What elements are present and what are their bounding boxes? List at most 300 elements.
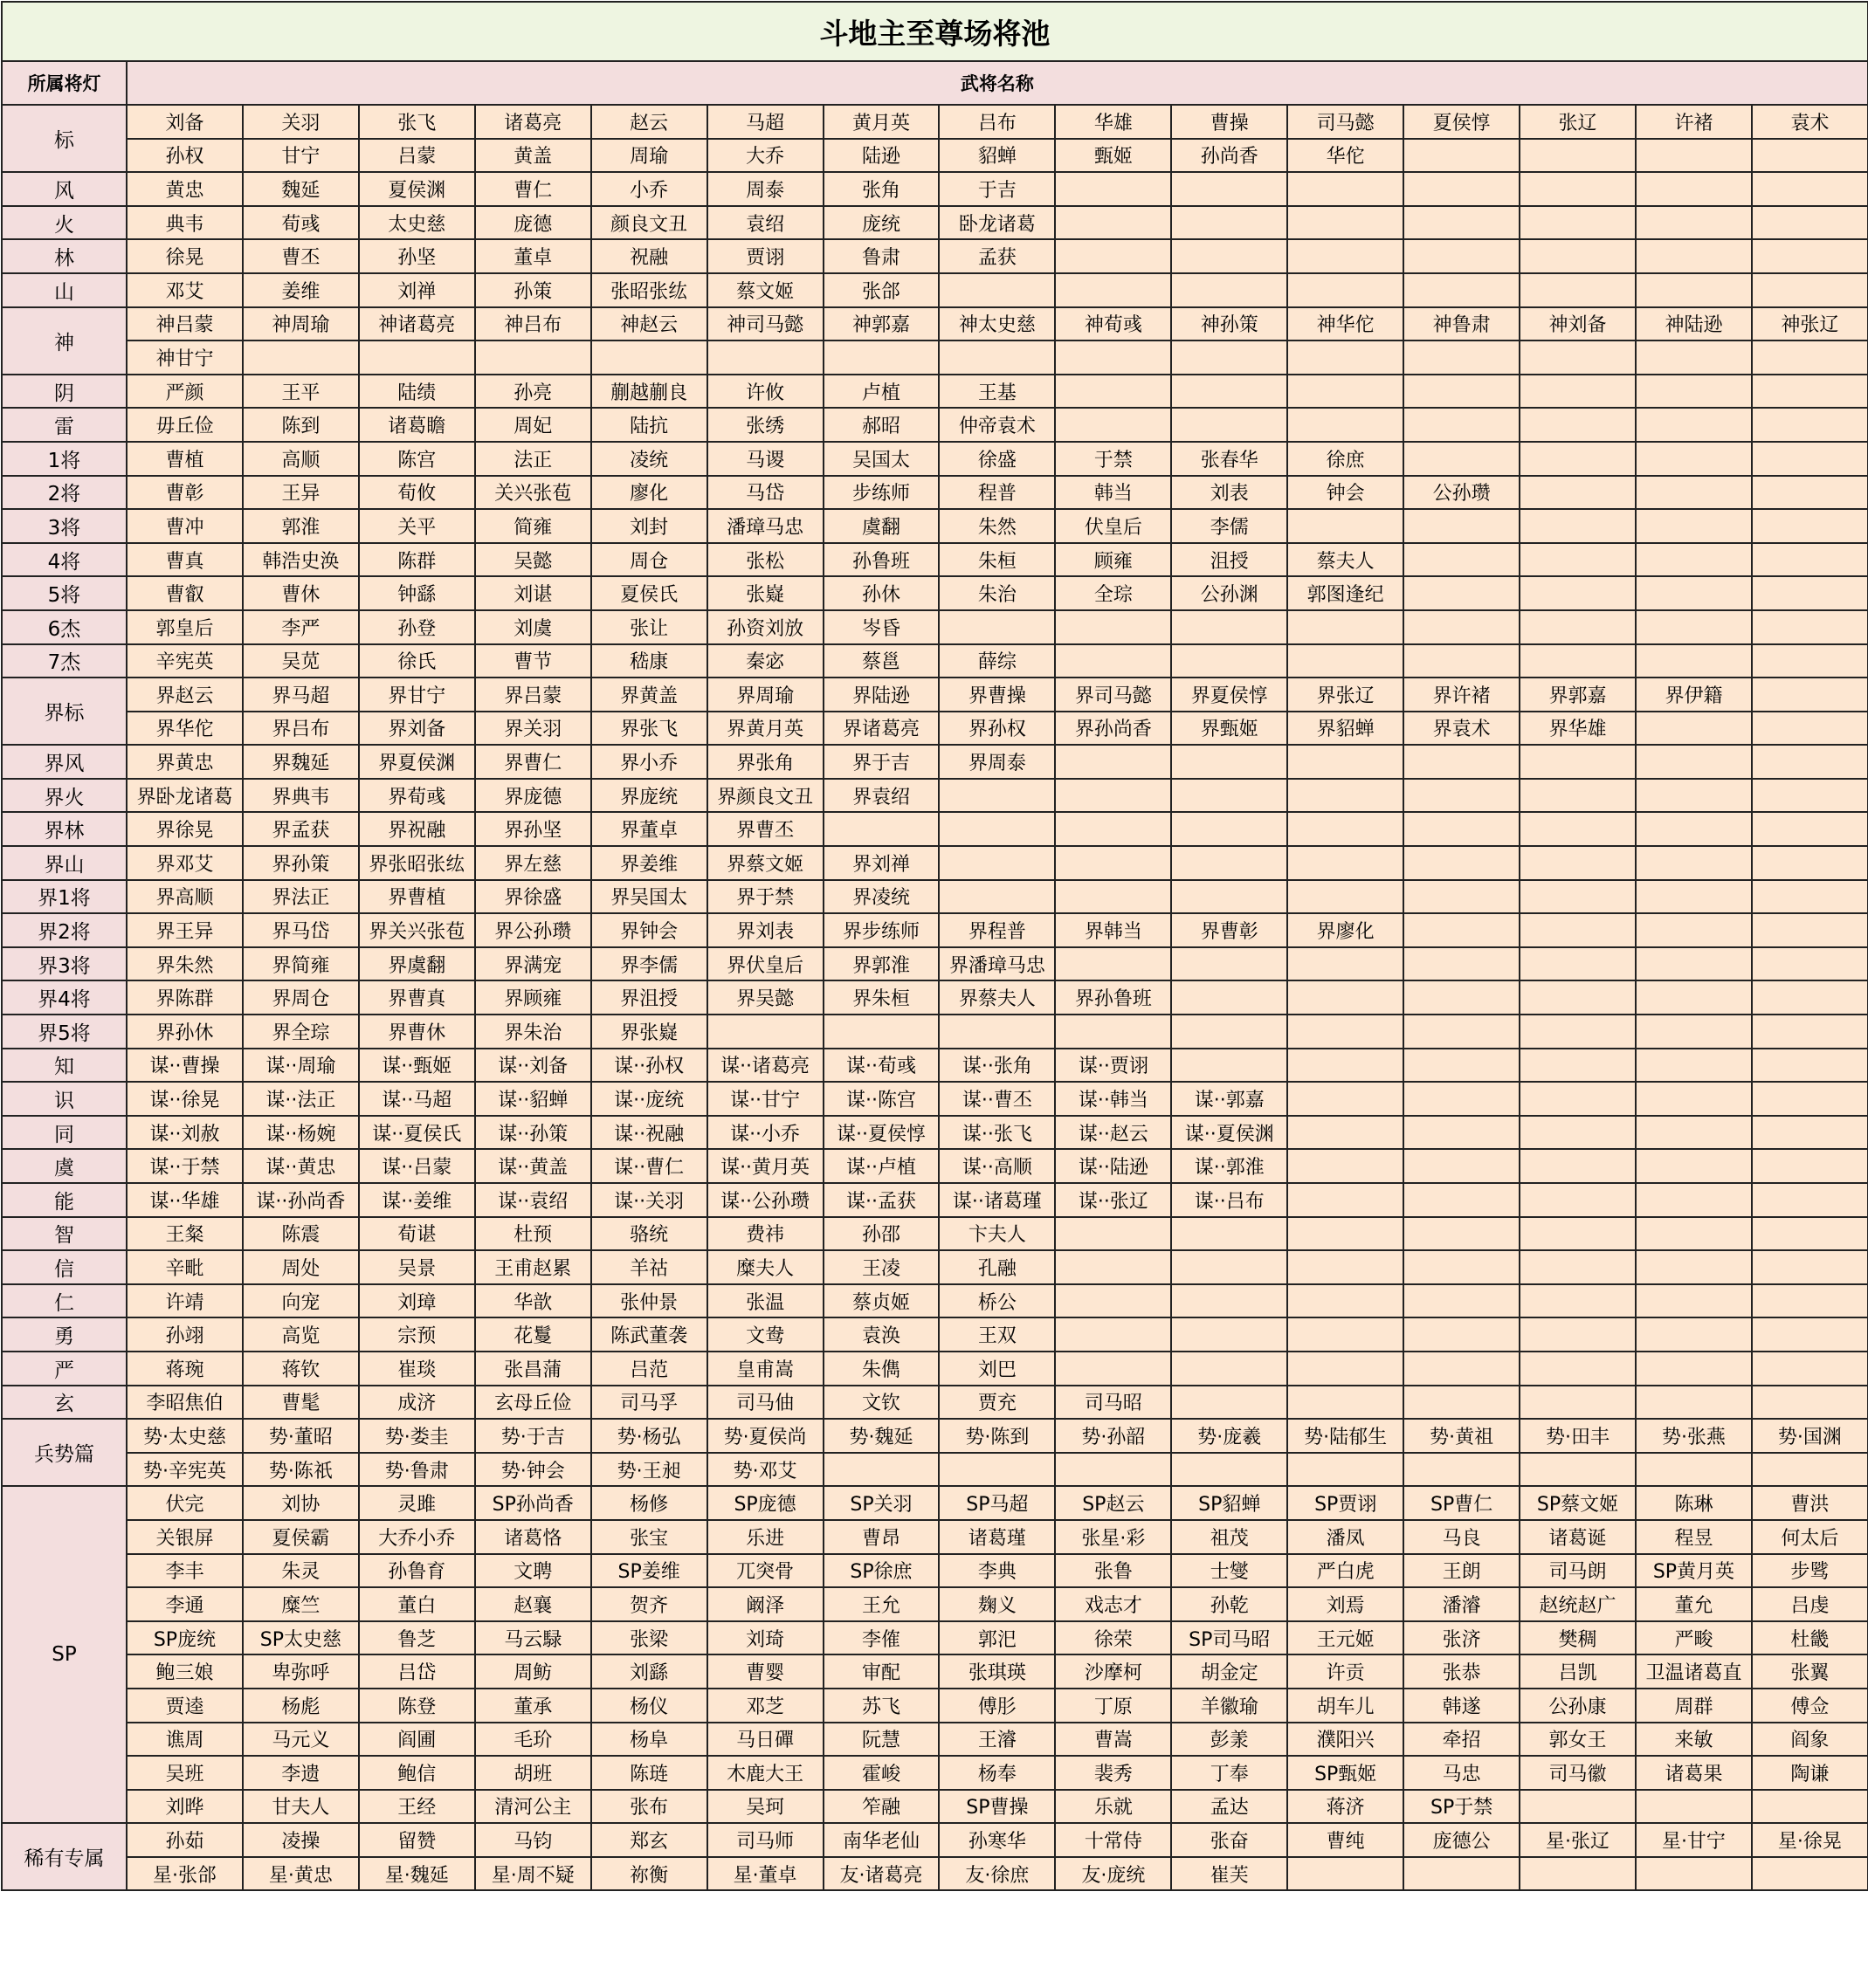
hero-cell: [1171, 408, 1287, 442]
hero-cell: 周处: [243, 1250, 359, 1284]
hero-cell: [1171, 846, 1287, 880]
hero-cell: 阎圃: [359, 1723, 475, 1757]
hero-cell: 祖茂: [1171, 1520, 1287, 1554]
lamp-cell: 3将: [2, 509, 127, 543]
hero-cell: [1520, 576, 1636, 610]
hero-cell: [1055, 745, 1171, 779]
hero-cell: 许靖: [127, 1284, 243, 1318]
table-row: [2, 913, 1868, 947]
hero-cell: 刘巴: [939, 1352, 1055, 1386]
hero-cell: 界甘宁: [359, 678, 475, 712]
hero-cell: 刘备: [127, 105, 243, 139]
hero-cell: [939, 1015, 1055, 1049]
hero-cell: 荀彧: [243, 206, 359, 240]
hero-cell: 界张嶷: [591, 1015, 707, 1049]
hero-cell: 卑弥呼: [243, 1654, 359, 1689]
hero-cell: [1636, 644, 1752, 678]
hero-cell: [1171, 239, 1287, 273]
hero-cell: [1055, 947, 1171, 981]
hero-cell: [1171, 1217, 1287, 1251]
hero-cell: 司马朗: [1520, 1554, 1636, 1588]
hero-cell: [1403, 1116, 1520, 1150]
hero-cell: [1403, 1250, 1520, 1284]
hero-cell: 界甄姬: [1171, 712, 1287, 746]
hero-cell: [1055, 846, 1171, 880]
hero-cell: [1520, 610, 1636, 644]
hero-cell: [1055, 610, 1171, 644]
hero-cell: 谋··曹丕: [939, 1082, 1055, 1116]
hero-cell: 胡班: [475, 1756, 591, 1790]
hero-cell: 曹休: [243, 576, 359, 610]
hero-cell: [824, 1453, 940, 1487]
hero-cell: 王异: [243, 476, 359, 510]
hero-cell: [1055, 779, 1171, 813]
lamp-cell: 界5将: [2, 1015, 127, 1049]
hero-cell: 谋··刘备: [475, 1049, 591, 1083]
hero-cell: [1171, 947, 1287, 981]
hero-cell: 界伊籍: [1636, 678, 1752, 712]
hero-cell: 诸葛果: [1636, 1756, 1752, 1790]
hero-cell: 孟获: [939, 239, 1055, 273]
hero-cell: 界伏皇后: [707, 947, 824, 981]
hero-cell: 周群: [1636, 1689, 1752, 1723]
hero-cell: 步练师: [824, 476, 940, 510]
hero-cell: 司马昭: [1055, 1386, 1171, 1420]
hero-cell: [1403, 880, 1520, 914]
hero-cell: [1055, 1317, 1171, 1352]
hero-cell: 界孙坚: [475, 812, 591, 846]
hero-cell: 界曹操: [939, 678, 1055, 712]
hero-cell: 李通: [127, 1587, 243, 1621]
hero-cell: 祝融: [591, 239, 707, 273]
hero-cell: [1752, 509, 1868, 543]
hero-cell: [1403, 947, 1520, 981]
hero-pool-table: [1, 1, 1868, 1891]
hero-cell: 庞德: [475, 206, 591, 240]
hero-cell: 诸葛瑾: [939, 1520, 1055, 1554]
hero-cell: 星·董卓: [707, 1857, 824, 1891]
table-row: [2, 476, 1868, 510]
hero-cell: [1752, 712, 1868, 746]
hero-cell: [1171, 341, 1287, 375]
hero-cell: 界貂蝉: [1287, 712, 1403, 746]
hero-cell: 审配: [824, 1654, 940, 1689]
table-row: [2, 408, 1868, 442]
hero-cell: 张昌蒲: [475, 1352, 591, 1386]
hero-cell: 孙亮: [475, 375, 591, 409]
hero-cell: 韩当: [1055, 476, 1171, 510]
hero-cell: 赵统赵广: [1520, 1587, 1636, 1621]
hero-cell: 马日磾: [707, 1723, 824, 1757]
lamp-cell: 兵势篇: [2, 1419, 127, 1486]
hero-cell: [939, 610, 1055, 644]
hero-cell: [1287, 1284, 1403, 1318]
hero-cell: 朱儁: [824, 1352, 940, 1386]
hero-cell: 谋··夏侯惇: [824, 1116, 940, 1150]
names-column-header: 武将名称: [127, 61, 1868, 105]
hero-cell: 谋··吕布: [1171, 1183, 1287, 1217]
hero-cell: 友·诸葛亮: [824, 1857, 940, 1891]
hero-cell: [1171, 1317, 1287, 1352]
hero-cell: [1287, 1352, 1403, 1386]
hero-cell: 成济: [359, 1386, 475, 1420]
hero-cell: [1752, 1386, 1868, 1420]
hero-cell: [1403, 610, 1520, 644]
hero-cell: [1287, 947, 1403, 981]
hero-cell: 刘繇: [591, 1654, 707, 1689]
hero-cell: 姜维: [243, 273, 359, 307]
hero-cell: 势·钟会: [475, 1453, 591, 1487]
table-row: [2, 1756, 1868, 1790]
lamp-cell: 界山: [2, 846, 127, 880]
hero-cell: 谋··关羽: [591, 1183, 707, 1217]
hero-cell: 星·魏延: [359, 1857, 475, 1891]
page-title: 斗地主至尊场将池: [2, 2, 1868, 61]
lamp-cell: 2将: [2, 476, 127, 510]
hero-cell: 清河公主: [475, 1790, 591, 1824]
hero-cell: [1636, 1015, 1752, 1049]
hero-cell: [1520, 1116, 1636, 1150]
hero-cell: 谋··韩当: [1055, 1082, 1171, 1116]
hero-cell: 谋··黄忠: [243, 1149, 359, 1183]
table-row: [2, 543, 1868, 577]
hero-cell: [1636, 576, 1752, 610]
hero-cell: 灵雎: [359, 1486, 475, 1520]
hero-cell: SP姜维: [591, 1554, 707, 1588]
hero-cell: [1403, 543, 1520, 577]
hero-cell: [1752, 543, 1868, 577]
hero-cell: 周妃: [475, 408, 591, 442]
hero-cell: 谋··卢植: [824, 1149, 940, 1183]
hero-cell: 刘封: [591, 509, 707, 543]
hero-cell: 孙乾: [1171, 1587, 1287, 1621]
hero-cell: [1287, 408, 1403, 442]
hero-cell: 荀谌: [359, 1217, 475, 1251]
hero-cell: 士燮: [1171, 1554, 1287, 1588]
hero-cell: [1752, 913, 1868, 947]
hero-cell: 夏侯氏: [591, 576, 707, 610]
hero-cell: 神甘宁: [127, 341, 243, 375]
hero-cell: 界曹真: [359, 980, 475, 1015]
hero-cell: [707, 1015, 824, 1049]
hero-cell: 陈琏: [591, 1756, 707, 1790]
hero-cell: SP曹仁: [1403, 1486, 1520, 1520]
hero-cell: 贾充: [939, 1386, 1055, 1420]
hero-cell: [1636, 745, 1752, 779]
hero-cell: 司马孚: [591, 1386, 707, 1420]
hero-cell: [1520, 1317, 1636, 1352]
hero-cell: 孔融: [939, 1250, 1055, 1284]
hero-cell: 周仓: [591, 543, 707, 577]
hero-cell: 星·黄忠: [243, 1857, 359, 1891]
hero-cell: [1287, 644, 1403, 678]
hero-cell: [1055, 1015, 1171, 1049]
hero-cell: 界张辽: [1287, 678, 1403, 712]
hero-cell: [1287, 1317, 1403, 1352]
hero-cell: [939, 846, 1055, 880]
hero-cell: 马云騄: [475, 1621, 591, 1655]
hero-cell: SP太史慈: [243, 1621, 359, 1655]
hero-cell: [1171, 172, 1287, 206]
hero-cell: 谋··张角: [939, 1049, 1055, 1083]
hero-cell: 马谡: [707, 442, 824, 476]
table-row: [2, 1317, 1868, 1352]
hero-cell: 曹嵩: [1055, 1723, 1171, 1757]
hero-cell: [1055, 1453, 1171, 1487]
lamp-cell: 4将: [2, 543, 127, 577]
table-row: [2, 341, 1868, 375]
hero-cell: 廖化: [591, 476, 707, 510]
hero-cell: 胡车儿: [1287, 1689, 1403, 1723]
hero-cell: 界马岱: [243, 913, 359, 947]
hero-cell: [1287, 1857, 1403, 1891]
hero-cell: 界孙休: [127, 1015, 243, 1049]
table-row: [2, 1587, 1868, 1621]
hero-cell: 裴秀: [1055, 1756, 1171, 1790]
hero-cell: [1752, 576, 1868, 610]
hero-cell: 鲍三娘: [127, 1654, 243, 1689]
hero-cell: [1055, 1217, 1171, 1251]
hero-cell: [1171, 1386, 1287, 1420]
hero-cell: 陈登: [359, 1689, 475, 1723]
lamp-cell: 知: [2, 1049, 127, 1083]
hero-cell: SP黄月英: [1636, 1554, 1752, 1588]
hero-cell: 谋··周瑜: [243, 1049, 359, 1083]
hero-cell: 谋··徐晃: [127, 1082, 243, 1116]
table-row: [2, 1015, 1868, 1049]
table-row: [2, 1621, 1868, 1655]
hero-cell: 关银屏: [127, 1520, 243, 1554]
lamp-cell: 识: [2, 1082, 127, 1116]
hero-cell: [1287, 1250, 1403, 1284]
hero-cell: 界赵云: [127, 678, 243, 712]
hero-cell: [1752, 1453, 1868, 1487]
table-row: [2, 1486, 1868, 1520]
hero-cell: 陆逊: [824, 139, 940, 173]
lamp-cell: 标: [2, 105, 127, 172]
hero-cell: [1055, 239, 1171, 273]
hero-cell: [1171, 1015, 1287, 1049]
hero-cell: [1636, 341, 1752, 375]
hero-cell: 谋··夏侯渊: [1171, 1116, 1287, 1150]
hero-cell: [1636, 1217, 1752, 1251]
hero-cell: 华歆: [475, 1284, 591, 1318]
hero-cell: 全琮: [1055, 576, 1171, 610]
hero-cell: 马良: [1403, 1520, 1520, 1554]
hero-cell: 界庞统: [591, 779, 707, 813]
table-row: [2, 1419, 1868, 1453]
hero-cell: 严畯: [1636, 1621, 1752, 1655]
hero-cell: 朱治: [939, 576, 1055, 610]
table-row: [2, 779, 1868, 813]
hero-cell: 陈琳: [1636, 1486, 1752, 1520]
hero-cell: [1055, 206, 1171, 240]
hero-cell: [1636, 1352, 1752, 1386]
hero-cell: 李儒: [1171, 509, 1287, 543]
table-row: [2, 206, 1868, 240]
table-row: [2, 1790, 1868, 1824]
hero-cell: [1752, 644, 1868, 678]
hero-cell: 崔琰: [359, 1352, 475, 1386]
hero-cell: 势·杨弘: [591, 1419, 707, 1453]
hero-cell: 典韦: [127, 206, 243, 240]
hero-cell: 势·陈到: [939, 1419, 1055, 1453]
hero-cell: [1636, 375, 1752, 409]
hero-cell: [1752, 1049, 1868, 1083]
hero-cell: 陆绩: [359, 375, 475, 409]
hero-cell: [1287, 375, 1403, 409]
hero-cell: 蔡贞姬: [824, 1284, 940, 1318]
hero-cell: [1636, 1183, 1752, 1217]
hero-cell: 谋··夏侯氏: [359, 1116, 475, 1150]
hero-cell: 势·庞羲: [1171, 1419, 1287, 1453]
hero-cell: SP庞统: [127, 1621, 243, 1655]
hero-cell: 黄忠: [127, 172, 243, 206]
hero-cell: 神陆逊: [1636, 307, 1752, 341]
hero-cell: 毋丘俭: [127, 408, 243, 442]
hero-cell: 谋··赵云: [1055, 1116, 1171, 1150]
hero-cell: 曹婴: [707, 1654, 824, 1689]
hero-cell: 界韩当: [1055, 913, 1171, 947]
hero-cell: SP于禁: [1403, 1790, 1520, 1824]
hero-cell: [1636, 273, 1752, 307]
hero-cell: [1520, 1015, 1636, 1049]
hero-cell: 谋··诸葛亮: [707, 1049, 824, 1083]
hero-cell: 界刘禅: [824, 846, 940, 880]
hero-cell: 界马超: [243, 678, 359, 712]
hero-cell: 势·董昭: [243, 1419, 359, 1453]
hero-cell: 谋··孟获: [824, 1183, 940, 1217]
hero-cell: [1055, 880, 1171, 914]
hero-cell: 界夏侯惇: [1171, 678, 1287, 712]
hero-cell: SP徐庶: [824, 1554, 940, 1588]
hero-cell: 李昭焦伯: [127, 1386, 243, 1420]
hero-cell: [1171, 745, 1287, 779]
hero-cell: 吴景: [359, 1250, 475, 1284]
hero-cell: [1171, 1453, 1287, 1487]
hero-cell: 苏飞: [824, 1689, 940, 1723]
hero-cell: 谋··黄月英: [707, 1149, 824, 1183]
hero-cell: 谋··孙策: [475, 1116, 591, 1150]
hero-cell: 界沮授: [591, 980, 707, 1015]
hero-cell: 孙尚香: [1171, 139, 1287, 173]
hero-cell: 界左慈: [475, 846, 591, 880]
hero-cell: 步骘: [1752, 1554, 1868, 1588]
hero-cell: 徐氏: [359, 644, 475, 678]
hero-cell: 伏完: [127, 1486, 243, 1520]
hero-cell: 刘禅: [359, 273, 475, 307]
hero-cell: 蒋琬: [127, 1352, 243, 1386]
hero-cell: 陈群: [359, 543, 475, 577]
lamp-cell: 能: [2, 1183, 127, 1217]
hero-cell: 袁涣: [824, 1317, 940, 1352]
hero-cell: 曹叡: [127, 576, 243, 610]
hero-cell: [1752, 341, 1868, 375]
hero-cell: 孙鲁班: [824, 543, 940, 577]
table-row: [2, 1689, 1868, 1723]
hero-cell: [1520, 947, 1636, 981]
hero-cell: 濮阳兴: [1287, 1723, 1403, 1757]
hero-cell: [1752, 1116, 1868, 1150]
hero-cell: 王濬: [939, 1723, 1055, 1757]
hero-cell: [1520, 273, 1636, 307]
hero-cell: [1520, 1183, 1636, 1217]
hero-cell: 辛毗: [127, 1250, 243, 1284]
hero-cell: 陶谦: [1752, 1756, 1868, 1790]
hero-cell: [1752, 239, 1868, 273]
hero-cell: 周鲂: [475, 1654, 591, 1689]
hero-cell: [1752, 442, 1868, 476]
hero-cell: 界袁绍: [824, 779, 940, 813]
hero-cell: 法正: [475, 442, 591, 476]
hero-cell: [939, 273, 1055, 307]
hero-cell: 夏侯惇: [1403, 105, 1520, 139]
hero-cell: 张辽: [1520, 105, 1636, 139]
hero-cell: [1403, 576, 1520, 610]
hero-cell: [1636, 442, 1752, 476]
hero-cell: 界于禁: [707, 880, 824, 914]
hero-cell: 界邓艾: [127, 846, 243, 880]
hero-cell: 郑玄: [591, 1823, 707, 1857]
hero-cell: 界华雄: [1520, 712, 1636, 746]
hero-cell: 谯周: [127, 1723, 243, 1757]
hero-cell: 界于吉: [824, 745, 940, 779]
hero-cell: 曹仁: [475, 172, 591, 206]
lamp-cell: 界火: [2, 779, 127, 813]
hero-cell: 高览: [243, 1317, 359, 1352]
hero-cell: [1055, 273, 1171, 307]
hero-cell: 王凌: [824, 1250, 940, 1284]
hero-cell: 邓芝: [707, 1689, 824, 1723]
hero-cell: 公孙康: [1520, 1689, 1636, 1723]
hero-cell: [1403, 1284, 1520, 1318]
hero-cell: 严白虎: [1287, 1554, 1403, 1588]
hero-cell: 王甫赵累: [475, 1250, 591, 1284]
hero-cell: 陈武董袭: [591, 1317, 707, 1352]
hero-cell: [1752, 476, 1868, 510]
hero-cell: 界简雍: [243, 947, 359, 981]
hero-cell: [1520, 913, 1636, 947]
hero-cell: 界陈群: [127, 980, 243, 1015]
hero-cell: [1752, 980, 1868, 1015]
hero-cell: 诸葛诞: [1520, 1520, 1636, 1554]
hero-cell: [1287, 341, 1403, 375]
hero-cell: 势·陆郁生: [1287, 1419, 1403, 1453]
hero-cell: 谋··甄姬: [359, 1049, 475, 1083]
hero-cell: 张布: [591, 1790, 707, 1824]
hero-cell: [1287, 1049, 1403, 1083]
hero-cell: 张角: [824, 172, 940, 206]
hero-cell: 曹植: [127, 442, 243, 476]
hero-cell: [1520, 1857, 1636, 1891]
hero-cell: SP孙尚香: [475, 1486, 591, 1520]
hero-cell: 赵襄: [475, 1587, 591, 1621]
hero-cell: 阚泽: [707, 1587, 824, 1621]
hero-cell: 高顺: [243, 442, 359, 476]
hero-cell: 魏延: [243, 172, 359, 206]
hero-cell: [1752, 610, 1868, 644]
hero-cell: [1055, 1352, 1171, 1386]
hero-cell: 谋··高顺: [939, 1149, 1055, 1183]
hero-cell: 张星·彩: [1055, 1520, 1171, 1554]
hero-cell: [1403, 1082, 1520, 1116]
hero-cell: 潘璋马忠: [707, 509, 824, 543]
hero-cell: [1636, 543, 1752, 577]
hero-cell: [1520, 476, 1636, 510]
hero-cell: 王经: [359, 1790, 475, 1824]
hero-cell: 神张辽: [1752, 307, 1868, 341]
hero-cell: 马超: [707, 105, 824, 139]
